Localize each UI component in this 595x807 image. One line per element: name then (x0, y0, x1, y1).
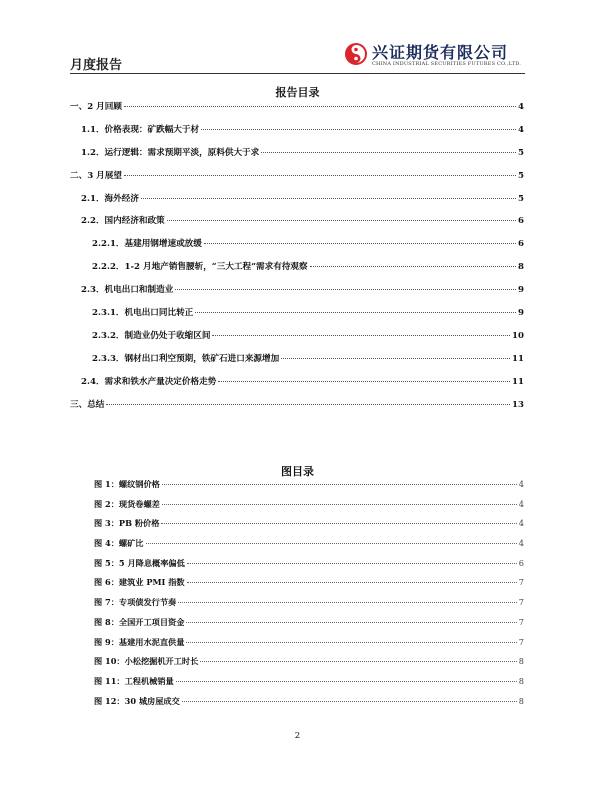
toc-entry[interactable] (70, 123, 524, 146)
figure-entry[interactable] (94, 637, 524, 657)
company-logo-icon (344, 42, 368, 66)
dot-leader (201, 129, 516, 130)
toc-entry[interactable] (70, 352, 524, 375)
figure-entry-label: 图 6：建筑业 PMI 指数 (94, 577, 185, 588)
company-brand (344, 40, 524, 72)
toc-entry-label: 2.3.1．机电出口同比转正 (92, 308, 194, 319)
toc-entry-page: 9 (518, 308, 524, 319)
figure-entry-label: 图 11：工程机械销量 (94, 675, 174, 686)
figure-entry-page: 7 (518, 636, 524, 647)
toc-entry-label: 2.2．国内经济和政策 (81, 216, 165, 227)
company-name-cn: 兴证期货有限公司 (372, 43, 509, 62)
figure-entry-page: 7 (518, 597, 524, 608)
toc-entry[interactable] (70, 192, 524, 215)
figure-entry-label: 图 8：全国开工项目资金 (94, 616, 185, 627)
figure-entry-label: 图 12：30 城房屋成交 (94, 695, 180, 706)
figure-entry-page: 8 (518, 656, 524, 667)
figure-entry-label: 图 4：螺矿比 (94, 538, 144, 549)
toc-entry-page: 5 (518, 170, 524, 181)
figure-entry[interactable] (94, 518, 524, 538)
toc-entry[interactable] (70, 306, 524, 329)
toc-entry[interactable] (70, 100, 524, 123)
toc-entry-page: 10 (512, 330, 524, 341)
toc-entry[interactable] (70, 329, 524, 352)
toc-entry-label: 2.4．需求和铁水产量决定价格走势 (81, 376, 217, 387)
dot-leader (167, 220, 516, 221)
dot-leader (182, 701, 517, 702)
toc-entry[interactable] (70, 214, 524, 237)
dot-leader (162, 484, 517, 485)
dot-leader (186, 622, 516, 623)
company-name-en: CHINA INDUSTRIAL SECURITIES FUTURES CO.,LTD. (372, 61, 522, 67)
toc-entry[interactable] (70, 283, 524, 306)
dot-leader (204, 243, 516, 244)
figure-entry-label: 图 9：基建用水泥直供量 (94, 636, 185, 647)
figure-entry-page: 7 (518, 616, 524, 627)
toc-entry-page: 4 (518, 102, 524, 112)
dot-leader (281, 358, 510, 359)
dot-leader (124, 175, 516, 176)
toc-entry-label: 2.2.2．1-2 月地产销售腰斩，“三大工程”需求有待观察 (92, 262, 308, 273)
dot-leader (176, 681, 517, 682)
toc-entry[interactable] (70, 146, 524, 169)
dot-leader (141, 198, 516, 199)
toc-entry-label: 2.1．海外经济 (81, 193, 139, 204)
toc-entry-page: 6 (518, 216, 524, 227)
figure-entry-label: 图 3：PB 粉价格 (94, 518, 160, 529)
dot-leader (175, 289, 516, 290)
toc-entry-page: 9 (518, 285, 524, 296)
dot-leader (106, 404, 510, 405)
figure-entry-label: 图 1：螺纹钢价格 (94, 479, 160, 489)
figure-entry[interactable] (94, 696, 524, 716)
toc-entry-page: 11 (512, 376, 524, 387)
figure-entry[interactable] (94, 597, 524, 617)
figure-entry-page: 4 (518, 518, 524, 529)
figure-entry[interactable] (94, 577, 524, 597)
toc-entry-label: 2.3.2．制造业仍处于收缩区间 (92, 330, 211, 341)
list-of-figures (94, 479, 524, 715)
toc-title: 报告目录 (275, 86, 320, 99)
figure-entry[interactable] (94, 656, 524, 676)
table-of-contents (70, 100, 524, 420)
toc-entry-page: 5 (518, 193, 524, 204)
dot-leader (187, 582, 517, 583)
toc-entry-label: 2.2.1．基建用钢增速或放缓 (92, 239, 202, 250)
toc-entry-page: 6 (518, 239, 524, 250)
toc-entry-label: 1.2．运行逻辑：需求预期平淡，原料供大于求 (81, 147, 260, 158)
toc-entry-label: 1.1．价格表现：矿跌幅大于材 (81, 124, 200, 135)
toc-entry-label: 2.3．机电出口和制造业 (81, 285, 174, 296)
figure-entry[interactable] (94, 499, 524, 519)
toc-entry-label: 二、3 月展望 (70, 170, 122, 181)
toc-entry-page: 8 (518, 262, 524, 273)
toc-entry-page: 11 (512, 353, 524, 364)
dot-leader (178, 602, 517, 603)
dot-leader (218, 381, 510, 382)
toc-entry[interactable] (70, 375, 524, 398)
report-header-title: 月度报告 (70, 58, 123, 73)
header-divider (70, 73, 525, 74)
figure-entry-page: 8 (518, 695, 524, 706)
toc-entry-page: 13 (512, 399, 524, 410)
toc-entry-label: 一、2 月回顾 (70, 102, 122, 112)
figure-entry-label: 图 2：现货卷螺差 (94, 498, 160, 509)
figure-entry[interactable] (94, 676, 524, 696)
dot-leader (146, 543, 517, 544)
figure-entry[interactable] (94, 538, 524, 558)
toc-entry-page: 4 (518, 124, 524, 135)
figure-list-title: 图目录 (281, 465, 314, 478)
dot-leader (200, 661, 516, 662)
toc-entry[interactable] (70, 169, 524, 192)
toc-entry-label: 2.3.3．钢材出口利空预期，铁矿石进口来源增加 (92, 353, 280, 364)
figure-entry-label: 图 5：5 月降息概率偏低 (94, 557, 185, 568)
dot-leader (124, 106, 516, 107)
dot-leader (162, 504, 517, 505)
figure-entry-page: 4 (518, 479, 524, 489)
figure-entry[interactable] (94, 617, 524, 637)
figure-entry[interactable] (94, 479, 524, 499)
figure-entry-page: 4 (518, 498, 524, 509)
figure-entry-label: 图 10：小松挖掘机开工时长 (94, 656, 199, 667)
toc-entry[interactable] (70, 260, 524, 283)
dot-leader (212, 335, 510, 336)
figure-entry-page: 6 (518, 557, 524, 568)
dot-leader (310, 266, 516, 267)
dot-leader (186, 642, 516, 643)
figure-entry-page: 8 (518, 675, 524, 686)
figure-entry[interactable] (94, 558, 524, 578)
page-number: 2 (294, 731, 301, 741)
figure-entry-page: 7 (518, 577, 524, 588)
toc-entry-page: 5 (518, 147, 524, 158)
dot-leader (261, 152, 516, 153)
toc-entry-label: 三、总结 (70, 399, 105, 410)
figure-entry-label: 图 7：专项债发行节奏 (94, 597, 177, 608)
dot-leader (195, 312, 516, 313)
toc-entry[interactable] (70, 237, 524, 260)
toc-entry[interactable] (70, 398, 524, 421)
dot-leader (161, 523, 516, 524)
figure-entry-page: 4 (518, 538, 524, 549)
dot-leader (187, 563, 517, 564)
